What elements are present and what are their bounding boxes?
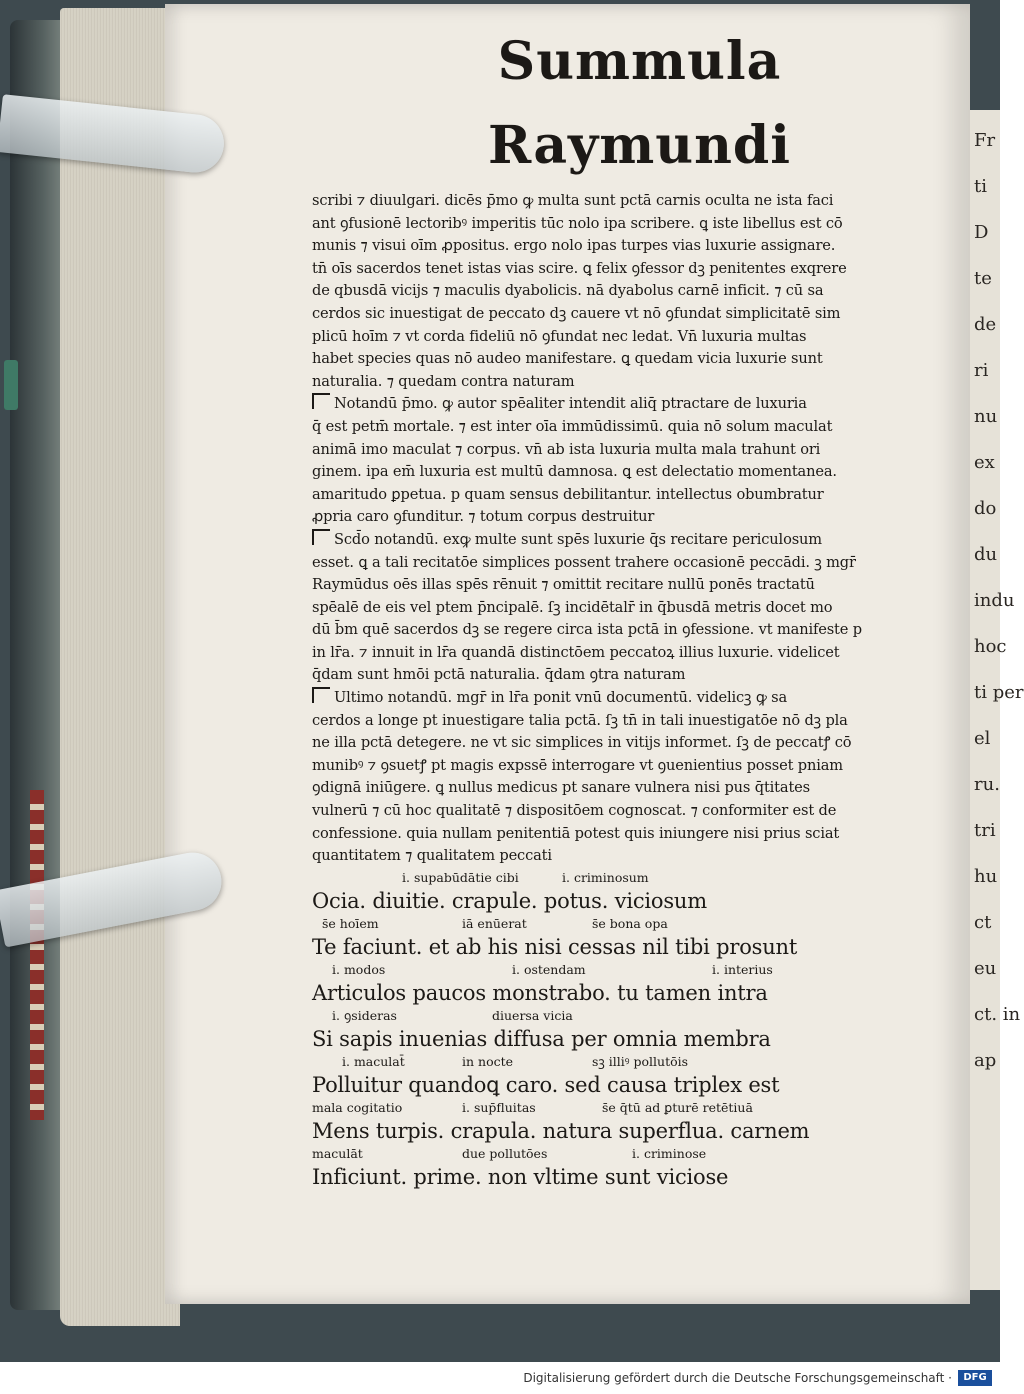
prose-line: ant ꝯfusionē lectoribꝰ imperitis tūc nolo ipa scribere. ꝗ iste libellus est cō — [312, 214, 843, 232]
facing-page-fragment: ri — [974, 360, 989, 381]
prose-line: cerdos sic inuestigat de peccato dꝫ cauere vt nō ꝯfundat simplicitatē sim — [312, 304, 841, 322]
facing-page-fragment: ti — [974, 176, 987, 197]
gloss-word: mala cogitatio — [312, 1099, 403, 1115]
prose-line: amaritudo ꝑpetua. p quam sensus debilitantur. intellectus obumbratur — [312, 485, 824, 503]
verse-line: Si sapis inuenias diffusa per omnia membra — [312, 1026, 771, 1051]
gloss-word: i. sup̄fluitas — [462, 1099, 536, 1115]
facing-page-fragment: hu — [974, 866, 998, 887]
paragraph-mark — [312, 687, 330, 703]
gloss-word: s̄e hoīem — [322, 915, 379, 931]
facing-page-fragment: indu — [974, 590, 1015, 611]
verse-gloss — [312, 1146, 927, 1162]
dfg-logo: DFG — [958, 1370, 992, 1386]
prose-line: ginem. ipa em̄ luxuria est multū damnosa. ꝗ est delectatio momentanea. — [312, 463, 837, 481]
prose-line: Ultimo notandū. mgr̄ in lr̄a ponit vnū documentū. videlicꝫ ꝙ sa — [312, 687, 927, 710]
gloss-word: i. supabūdātie cibi — [402, 869, 519, 885]
prose-line: animā imo maculat ⁊ corpus. vn̄ ab ista luxuria multa mala trahunt ori — [312, 440, 821, 458]
gloss-word: i. interius — [712, 961, 773, 977]
gloss-word: iā enūerat — [462, 915, 527, 931]
gloss-word: s̄e q̄tū ad ꝑturē retētiuā — [602, 1099, 753, 1115]
commentary-prose — [312, 190, 927, 868]
verse-block — [312, 870, 927, 1192]
facing-page-fragment: ru. — [974, 774, 1000, 795]
gloss-word: due pollutōes — [462, 1145, 548, 1161]
prose-line: esset. ꝗ a tali recitatōe simplices possent trahere occasionē peccādi. ꝫ mgr̄ — [312, 553, 856, 571]
verse-gloss — [312, 916, 927, 932]
facing-page-fragment: du — [974, 544, 998, 565]
facing-page-fragment: Fr — [974, 130, 996, 151]
prose-line: scribi ⁊ diuulgari. dicēs p̄mo ꝙ multa sunt pctā carnis oculta ne ista faci — [312, 192, 834, 209]
gloss-word: i. criminosum — [562, 869, 649, 885]
prose-line: de qbusdā vicijs ⁊ maculis dyabolicis. nā dyabolus carnē inficit. ⁊ cū sa — [312, 282, 824, 300]
paragraph-mark — [312, 393, 330, 409]
prose-line: spēalē de eis vel ptem p̄ncipalē. ſꝫ incidētalr̄ in q̄busdā metris docet mo — [312, 598, 833, 616]
facing-page-fragment: ap — [974, 1050, 997, 1071]
prose-line: tn̄ oīs sacerdos tenet istas vias scire. ꝗ felix ꝯfessor dꝫ penitentes exqrere — [312, 259, 847, 277]
gloss-word: i. modos — [332, 961, 386, 977]
prose-line: Raymūdus oēs illas spēs rēnuit ⁊ omittit recitare nullū ponēs tractatū — [312, 576, 815, 594]
bookmark-ribbon — [4, 360, 18, 410]
facing-page-fragment: D — [974, 222, 989, 243]
gloss-word: diuersa vicia — [492, 1007, 573, 1023]
gloss-word: i. ostendam — [512, 961, 586, 977]
verse-gloss — [312, 1054, 927, 1070]
prose-line: confessione. quia nullam penitentiā potest quis iniungere nisi prius sciat — [312, 824, 840, 842]
prose-line: cerdos a longe pt inuestigare talia pctā. ſꝫ tn̄ in tali inuestigatōe nō dꝫ pla — [312, 711, 848, 729]
digitization-footer — [0, 1362, 1000, 1394]
prose-line: habet species quas nō audeo manifestare. ꝗ quedam vicia luxurie sunt — [312, 350, 823, 368]
facing-page-fragment: eu — [974, 958, 997, 979]
gloss-word: in nocte — [462, 1053, 514, 1069]
verse-gloss — [312, 1008, 927, 1024]
page-text-block — [312, 20, 927, 1192]
page-edges — [60, 8, 180, 1326]
gloss-word: i. maculat̄ — [342, 1053, 405, 1069]
prose-line: quantitatem ⁊ qualitatem peccati — [312, 847, 552, 865]
facing-page-fragment: nu — [974, 406, 998, 427]
verse-line: Ocia. diuitie. crapule. potus. viciosum — [312, 888, 707, 913]
verse-line: Polluitur quandoꝗ caro. sed causa triplex est — [312, 1072, 780, 1097]
gloss-word: maculāt — [312, 1145, 363, 1161]
verse-gloss — [312, 1100, 927, 1116]
prose-line: plicū hoīm ⁊ vt corda fideliū nō ꝯfundat nec ledat. Vn̄ luxuria multas — [312, 327, 807, 345]
facing-page-fragment: de — [974, 314, 997, 335]
spine-label-strip — [30, 790, 44, 1120]
facing-page-fragment: el — [974, 728, 991, 749]
verse-line: Articulos paucos monstrabo. tu tamen intra — [312, 980, 768, 1005]
prose-line: ne illa pctā detegere. ne vt sic simplices in vitijs informet. ſꝫ de peccatꝭ cō — [312, 734, 852, 752]
prose-line: munis ⁊ visui oīm ꝓpositus. ergo nolo ipas turpes vias luxurie assignare. — [312, 237, 836, 255]
gloss-word: i. ꝯsideras — [332, 1007, 397, 1023]
prose-line: dū b̄m quē sacerdos dꝫ se regere circa ista pctā in ꝯfessione. vt manifeste p — [312, 621, 862, 639]
prose-line: in lr̄a. ⁊ innuit in lr̄a quandā distinctōem peccatoꝝ illius luxurie. videlicet — [312, 643, 840, 661]
prose-line: Notandū p̄mo. ꝙ autor spēaliter intendit aliq̄ ptractare de luxuria — [312, 393, 927, 416]
facing-page-fragment: ti per — [974, 682, 1024, 703]
facing-page-fragment: hoc — [974, 636, 1007, 657]
gloss-word: i. criminose — [632, 1145, 707, 1161]
prose-line: Scd̄o notandū. exꝙ multe sunt spēs luxurie q̄s recitare periculosum — [312, 529, 927, 552]
prose-line: q̄dam sunt hmōi pctā naturalia. q̄dam ꝯtra naturam — [312, 666, 686, 684]
verse-line: Te faciunt. et ab his nisi cessas nil tibi prosunt — [312, 934, 798, 959]
prose-line: ꝯdignā iniūgere. ꝗ nullus medicus pt sanare vulnera nisi pus q̄titates — [312, 779, 810, 797]
prose-line: ꝓpria caro ꝯfunditur. ⁊ totum corpus destruitur — [312, 508, 655, 526]
facing-page-fragment: ct. in — [974, 1004, 1021, 1025]
facing-page-fragment: tri — [974, 820, 996, 841]
gloss-word: s̄e bona opa — [592, 915, 668, 931]
facing-page-fragment: te — [974, 268, 992, 289]
footer-credit: Digitalisierung gefördert durch die Deutsche Forschungsgemeinschaft · — [523, 1371, 952, 1385]
paragraph-mark — [312, 529, 330, 545]
facing-page-fragment: ct — [974, 912, 992, 933]
verse-gloss — [312, 870, 927, 886]
facing-page-fragment: ex — [974, 452, 995, 473]
verse-line: Mens turpis. crapula. natura superflua. carnem — [312, 1118, 810, 1143]
facing-page-fragment: do — [974, 498, 997, 519]
prose-line: vulnerū ⁊ cū hoc qualitatē ⁊ dispositōem cognoscat. ⁊ conformiter est de — [312, 802, 837, 820]
prose-line: q̄ est petm̄ mortale. ⁊ est inter oīa immūdissimū. quia nō solum maculat — [312, 417, 833, 435]
gloss-word: sꝫ illiꝰ pollutōis — [592, 1053, 689, 1069]
verse-gloss — [312, 962, 927, 978]
page-title: Summula Raymundi — [487, 31, 792, 176]
prose-line: naturalia. ⁊ quedam contra naturam — [312, 372, 575, 390]
verse-line: Inficiunt. prime. non vltime sunt viciose — [312, 1164, 729, 1189]
prose-line: munibꝰ ⁊ ꝯsuetꝭ pt magis expssē interrogare vt ꝯuenientius posset pniam — [312, 756, 844, 774]
